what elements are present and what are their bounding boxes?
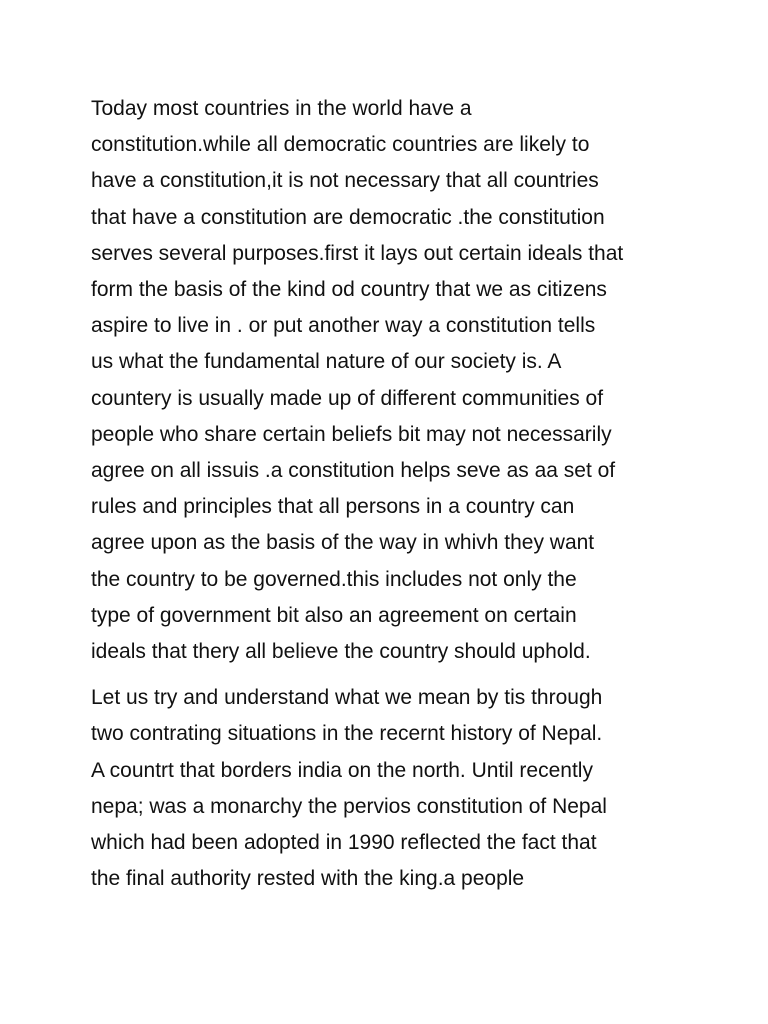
text-line: constitution.while all democratic countries are likely to <box>91 133 590 157</box>
text-line: the final authority rested with the king.a people <box>91 867 525 891</box>
text-line: have a constitution,it is not necessary that all countries <box>91 169 599 193</box>
text-line: type of government bit also an agreement on certain <box>91 603 577 627</box>
text-line: two contrating situations in the recernt history of Nepal. <box>91 722 603 746</box>
text-line: A countrt that borders india on the north. Until recently <box>91 758 593 782</box>
text-line: us what the fundamental nature of our society is. A <box>91 350 562 374</box>
text-line: the country to be governed.this includes not only the <box>91 567 577 591</box>
paragraph-2 <box>91 680 711 897</box>
text-line: serves several purposes.first it lays out certain ideals that <box>91 241 624 265</box>
text-line: people who share certain beliefs bit may not necessarily <box>91 422 612 446</box>
text-line: rules and principles that all persons in a country can <box>91 495 575 519</box>
text-line: nepa; was a monarchy the pervios constitution of Nepal <box>91 794 607 818</box>
text-line: form the basis of the kind od country that we as citizens <box>91 278 607 302</box>
text-line: agree on all issuis .a constitution helps seve as aa set of <box>91 459 616 483</box>
text-line: aspire to live in . or put another way a constitution tells <box>91 314 596 338</box>
text-line: Today most countries in the world have a <box>91 97 472 120</box>
text-line: ideals that thery all believe the country should uphold. <box>91 640 591 664</box>
text-line: agree upon as the basis of the way in whivh they want <box>91 531 595 555</box>
text-line: countery is usually made up of different communities of <box>91 386 604 410</box>
document-body <box>91 91 711 897</box>
paragraph-1 <box>91 91 711 670</box>
text-line: that have a constitution are democratic .the constitution <box>91 205 605 229</box>
text-line: Let us try and understand what we mean by tis through <box>91 686 603 710</box>
text-line: which had been adopted in 1990 reflected the fact that <box>91 831 597 855</box>
